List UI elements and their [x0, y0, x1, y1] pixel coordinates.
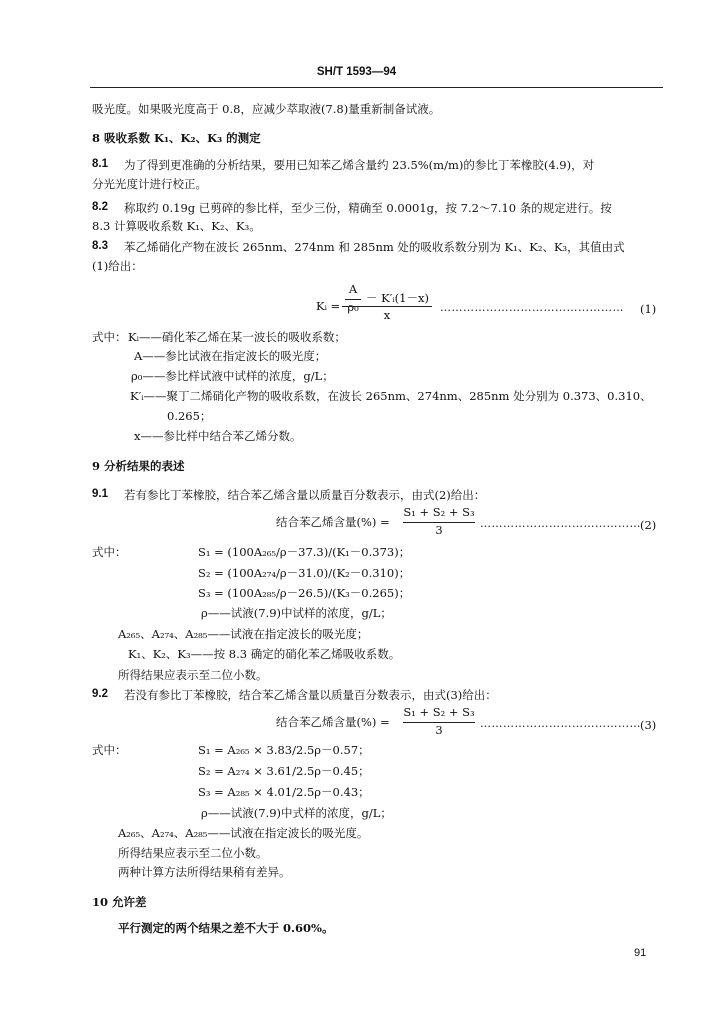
eq1-fraction-bar — [342, 306, 432, 307]
def-x: x——参比样中结合苯乙烯分数。 — [134, 429, 302, 443]
eq1-denominator: x — [383, 308, 391, 322]
eq1-leader-dots: ………………………………………… — [440, 301, 624, 314]
def-ki: Kᵢ——硝化苯乙烯在某一波长的吸收系数； — [128, 330, 346, 344]
clause-8-1-line-1: 为了得到更准确的分析结果，要用已知苯乙烯含量约 23.5%(m/m)的参比丁苯橡胶(4.9)，对 — [124, 158, 595, 172]
section-8-title: 8 吸收系数 K₁、K₂、K₃ 的测定 — [92, 131, 261, 145]
clause-9-1-line-1: 若有参比丁苯橡胶，结合苯乙烯含量以质量百分数表示，由式(2)给出： — [124, 488, 486, 502]
clause-8-3-number: 8.3 — [92, 240, 108, 252]
eq2-s3-def: S₃ = (100A₂₈₅/ρ－26.5)/(K₃－0.265)； — [198, 586, 411, 600]
where-label-1: 式中： — [92, 330, 127, 344]
header-rule — [90, 87, 663, 88]
section-10-title: 10 允许差 — [92, 895, 147, 909]
section-10-text: 平行测定的两个结果之差不大于 0.60%。 — [118, 921, 334, 935]
methods-difference-note: 两种计算方法所得结果稍有差异。 — [118, 865, 291, 879]
eq2-label: (2) — [640, 518, 657, 532]
eq2-s2-def: S₂ = (100A₂₇₄/ρ－31.0)/(K₂－0.310)； — [198, 566, 411, 580]
eq3-numerator: S₁ + S₂ + S₃ — [403, 705, 475, 719]
eq3-rho-def: ρ——试液(7.9)中式样的浓度，g/L； — [201, 806, 392, 820]
header-standard-code: SH/T 1593—94 — [316, 66, 397, 78]
clause-9-1-number: 9.1 — [92, 488, 108, 500]
eq3-label: (3) — [640, 718, 657, 732]
eq3-lhs: 结合苯乙烯含量(%) = — [276, 715, 390, 729]
eq2-denominator: 3 — [435, 523, 443, 537]
clause-9-2-number: 9.2 — [92, 688, 108, 700]
eq3-leader-dots: …………………………………… — [480, 717, 641, 730]
eq2-lhs: 结合苯乙烯含量(%) = — [276, 515, 390, 529]
def-a: A——参比试液在指定波长的吸光度； — [134, 349, 327, 363]
eq3-a-def: A₂₆₅、A₂₇₄、A₂₈₅——试液在指定波长的吸光度。 — [118, 826, 369, 840]
clause-8-3-line-1: 苯乙烯硝化产物在波长 265nm、274nm 和 285nm 处的吸收系数分别为 K₁、K₂、K₃，其值由式 — [124, 240, 625, 254]
eq2-numerator: S₁ + S₂ + S₃ — [403, 505, 475, 519]
clause-8-1-number: 8.1 — [92, 158, 108, 170]
eq3-denominator: 3 — [435, 723, 443, 737]
eq2-leader-dots: …………………………………… — [480, 517, 641, 530]
clause-8-2-line-1: 称取约 0.19g 已剪碎的参比样，至少三份，精确至 0.0001g，按 7.2～7.10 条的规定进行。按 — [124, 201, 612, 215]
section-9-title: 9 分析结果的表述 — [92, 459, 185, 473]
eq1-inner-denominator: ρ₀ — [347, 300, 359, 314]
eq1-inner-numerator: A — [348, 282, 358, 296]
decimals-note-1: 所得结果应表示至二位小数。 — [118, 668, 268, 682]
page-number: 91 — [634, 947, 647, 959]
eq1-label: (1) — [640, 302, 657, 316]
intro-line: 吸光度。如果吸光度高于 0.8，应减少萃取液(7.8)量重新制备试液。 — [92, 102, 441, 116]
clause-9-2-line-1: 若没有参比丁苯橡胶，结合苯乙烯含量以质量百分数表示，由式(3)给出： — [124, 688, 497, 702]
clause-8-1-line-2: 分光光度计进行校正。 — [92, 177, 207, 191]
clause-8-2-line-2: 8.3 计算吸收系数 K₁、K₂、K₃。 — [92, 219, 261, 233]
eq2-k-def: K₁、K₂、K₃——按 8.3 确定的硝化苯乙烯吸收系数。 — [128, 647, 401, 661]
where-label-2: 式中： — [92, 545, 127, 559]
eq3-s2-def: S₂ = A₂₇₄ × 3.61/2.5ρ－0.45； — [198, 764, 370, 778]
decimals-note-2: 所得结果应表示至二位小数。 — [118, 846, 268, 860]
def-k-prime: K′ᵢ——聚丁二烯硝化产物的吸收系数，在波长 265nm、274nm、285nm 处分别为 0.373、0.310、 — [130, 389, 652, 403]
eq2-s1-def: S₁ = (100A₂₆₅/ρ－37.3)/(K₁－0.373)； — [198, 545, 411, 559]
eq1-tail: － K′ᵢ(1－x) — [366, 291, 429, 305]
where-label-3: 式中： — [92, 743, 127, 757]
eq3-s1-def: S₁ = A₂₆₅ × 3.83/2.5ρ－0.57； — [198, 743, 370, 757]
eq2-rho-def: ρ——试液(7.9)中试样的浓度，g/L； — [201, 606, 392, 620]
eq3-s3-def: S₃ = A₂₈₅ × 4.01/2.5ρ－0.43； — [198, 785, 370, 799]
def-rho0: ρ₀——参比样试液中试样的浓度，g/L； — [131, 369, 334, 383]
eq2-a-def: A₂₆₅、A₂₇₄、A₂₈₅——试液在指定波长的吸光度； — [118, 627, 369, 641]
eq1-lhs: Kᵢ = — [316, 299, 341, 313]
clause-8-3-line-2: (1)给出： — [92, 259, 143, 273]
clause-8-2-number: 8.2 — [92, 201, 108, 213]
def-k-prime-cont: 0.265； — [167, 409, 212, 423]
